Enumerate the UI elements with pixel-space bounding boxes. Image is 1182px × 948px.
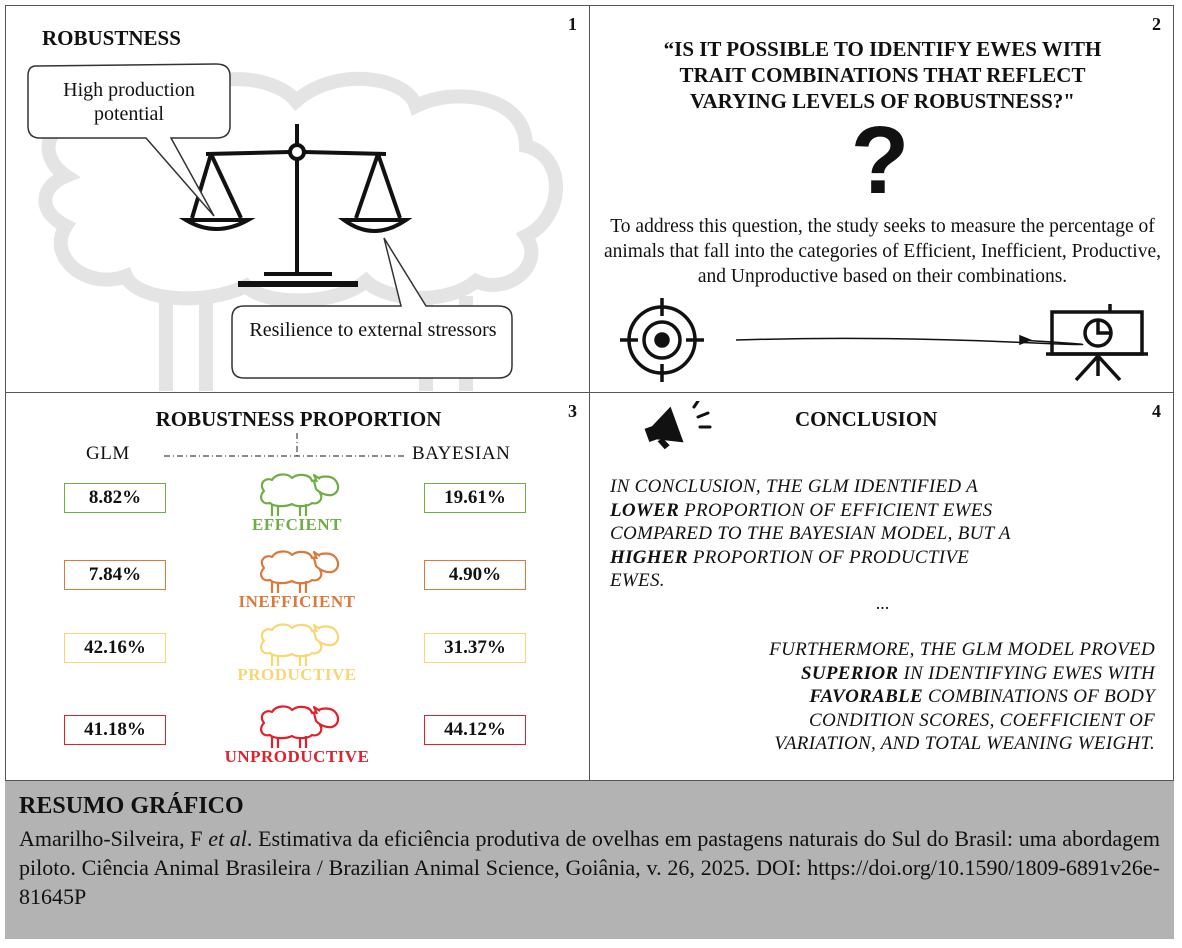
bayesian-value-box: 19.61% xyxy=(424,483,526,513)
graphical-abstract-footer xyxy=(5,781,1174,939)
panel-number: 2 xyxy=(1152,14,1161,34)
target-to-chart-graphic xyxy=(590,296,1174,393)
glm-value-box: 42.16% xyxy=(64,633,166,663)
category-label: PRODUCTIVE xyxy=(237,665,357,684)
category-label: UNPRODUCTIVE xyxy=(224,747,370,766)
panel-number: 1 xyxy=(568,14,577,34)
sheep-icon xyxy=(254,701,344,751)
panel-title: ROBUSTNESS PROPORTION xyxy=(155,407,442,431)
bubble-bottom-text: Resilience to external stressors xyxy=(249,319,497,341)
conclusion-paragraph-1: IN CONCLUSION, THE GLM IDENTIFIED A LOWER PROPORTION OF EFFICIENT EWES COMPARED TO THE BAYESIAN MODEL, BUT A HIGHER PROPORTION OF PRODUCTIVE EWES. xyxy=(610,476,1011,591)
category-label: INEFFICIENT xyxy=(238,592,356,611)
balance-scale-icon xyxy=(186,124,406,284)
ellipsis: ... xyxy=(875,593,890,613)
arrow-icon xyxy=(736,336,1083,345)
panel-title: CONCLUSION xyxy=(795,407,938,431)
bayesian-value-box: 44.12% xyxy=(424,715,526,745)
panel-title: ROBUSTNESS xyxy=(42,26,181,50)
panel-number: 3 xyxy=(568,401,577,421)
bubble-top-text: High production potential xyxy=(63,79,195,125)
bayesian-label: BAYESIAN xyxy=(412,443,511,464)
panel-robustness xyxy=(5,5,590,393)
conclusion-paragraph-2: FURTHERMORE, THE GLM MODEL PROVED SUPERIOR IN IDENTIFYING EWES WITH FAVORABLE COMBINATIONS OF BODY CONDITION SCORES, COEFFICIENT OF VARIATION, AND TOTAL WEANING WEIGHT. xyxy=(769,639,1155,754)
megaphone-icon xyxy=(638,401,718,451)
glm-value-box: 41.18% xyxy=(64,715,166,745)
bubble-bottom-shape xyxy=(232,238,512,378)
question-mark-icon: ? xyxy=(850,107,910,214)
target-icon xyxy=(620,298,704,382)
panel-conclusion xyxy=(589,392,1174,781)
bayesian-value-box: 4.90% xyxy=(424,560,526,590)
category-label: EFFCIENT xyxy=(252,515,342,534)
research-question: “IS IT POSSIBLE TO IDENTIFY EWES WITH TRAIT COMBINATIONS THAT REFLECT VARYING LEVELS OF ROBUSTNESS?" xyxy=(663,37,1102,113)
sheep-icon xyxy=(254,546,344,596)
panel-number: 4 xyxy=(1152,401,1161,421)
sheep-icon xyxy=(254,619,344,669)
panel-robustness-proportion xyxy=(5,392,590,781)
glm-value-box: 8.82% xyxy=(64,483,166,513)
study-description: To address this question, the study seeks to measure the percentage of animals that fall into the categories of Efficient, Inefficient, Productive, and Unproductive based on their combinations. xyxy=(603,216,1161,287)
glm-value-box: 7.84% xyxy=(64,560,166,590)
sheep-icon xyxy=(254,469,344,519)
panel-question xyxy=(589,5,1174,393)
footer-title: RESUMO GRÁFICO xyxy=(19,793,244,819)
glm-label: GLM xyxy=(86,443,130,464)
citation: Amarilho-Silveira, F et al. Estimativa da eficiência produtiva de ovelhas em pastagens naturais do Sul do Brasil: uma abordagem piloto. Ciência Animal Brasileira / Brazilian Animal Science, Goiânia, v. 26, 2025. DOI: https://doi.org/10.1590/1809-6891v26e-81645P xyxy=(19,826,1160,909)
bayesian-value-box: 31.37% xyxy=(424,633,526,663)
